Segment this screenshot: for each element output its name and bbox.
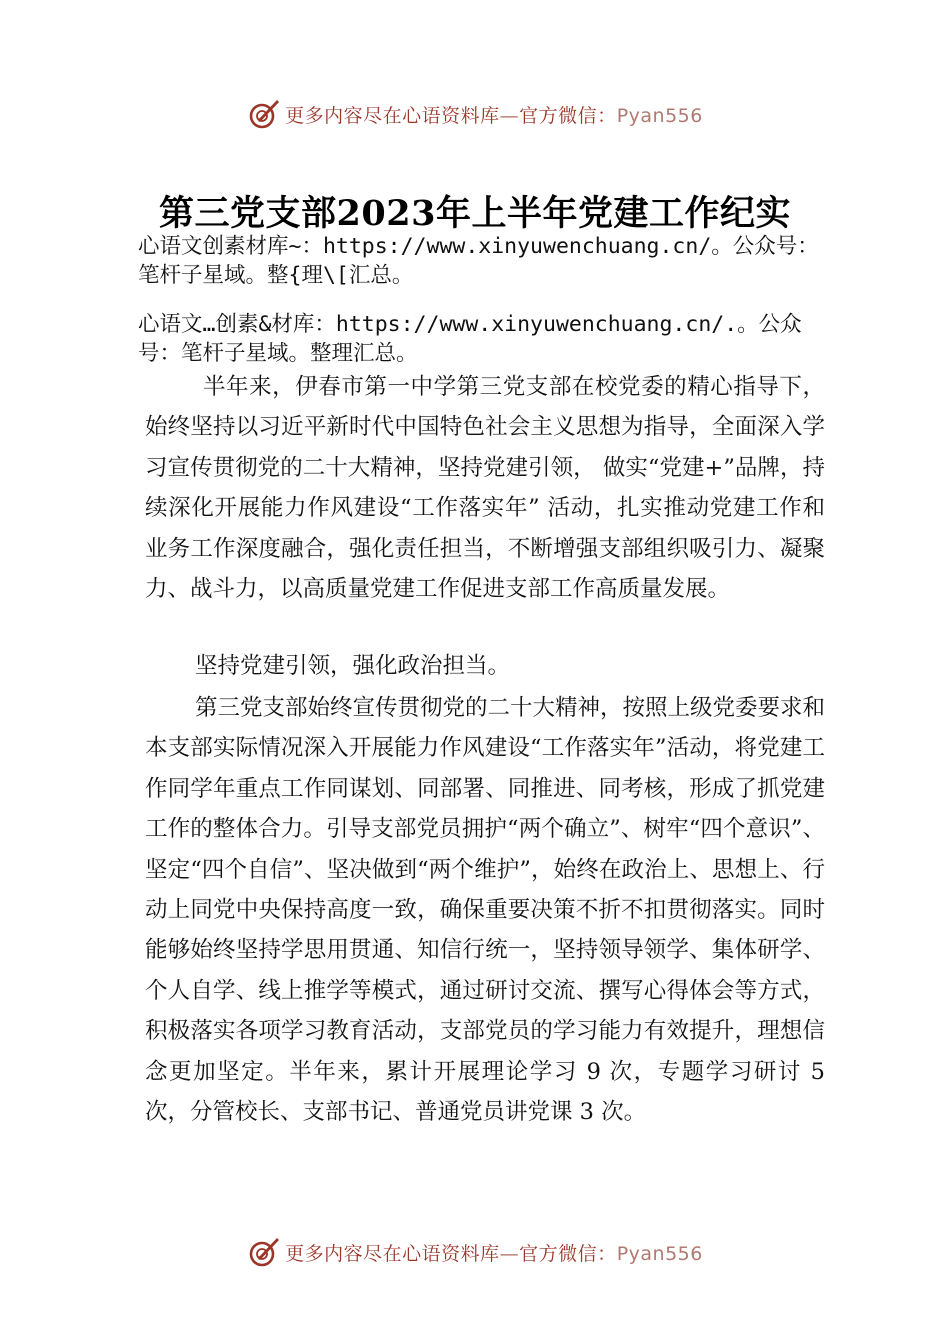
header-banner-wechat-label: 官方微信： bbox=[519, 104, 617, 127]
header-banner-separator: — bbox=[499, 104, 520, 127]
source-line-2: 心语文…创素&材库：https://www.xinyuwenchuang.cn/.。公众号：笔杆子星域。整理汇总。 bbox=[138, 312, 802, 366]
quill-pen-seal-icon bbox=[247, 1235, 281, 1269]
header-banner-slogan: 更多内容尽在心语资料库 bbox=[285, 104, 500, 127]
source-line-1: 心语文创素材库~：https://www.xinyuwenchuang.cn/。公众号：笔杆子星域。整{理\[汇总。 bbox=[138, 234, 819, 288]
footer-banner bbox=[0, 1230, 950, 1274]
paragraph-heading: 坚持党建引领，强化政治担当。 bbox=[195, 653, 511, 679]
header-banner-text bbox=[285, 101, 703, 128]
footer-banner-text bbox=[285, 1239, 703, 1266]
header-banner-wechat-id: Pyan556 bbox=[616, 104, 703, 127]
footer-banner-slogan: 更多内容尽在心语资料库 bbox=[285, 1242, 500, 1265]
paragraph-intro: 半年来，伊春市第一中学第三党支部在校党委的精心指导下，始终坚持以习近平新时代中国特色社会主义思想为指导，全面深入学习宣传贯彻党的二十大精神，坚持党建引领， 做实“党建+”品牌，持续深化开展能力作风建设“工作落实年” 活动，扎实推动党建工作和业务工作深度融合，强化责任担当，不断增强支部组织吸引力、凝聚力、战斗力，以高质量党建工作促进支部工作高质量发展。 bbox=[145, 374, 825, 603]
document-title: 第三党支部2023年上半年党建工作纪实 bbox=[159, 193, 791, 234]
paragraph-detail: 第三党支部始终宣传贯彻党的二十大精神，按照上级党委要求和本支部实际情况深入开展能力作风建设“工作落实年”活动，将党建工作同学年重点工作同谋划、同部署、同推进、同考核，形成了抓党建工作的整体合力。引导支部党员拥护“两个确立”、树牢“四个意识”、坚定“四个自信”、坚决做到“两个维护”，始终在政治上、思想上、行动上同党中央保持高度一致，确保重要决策不折不扣贯彻落实。同时能够始终坚持学思用贯通、知信行统一，坚持领导领学、集体研学、个人自学、线上推学等模式，通过研讨交流、撰写心得体会等方式，积极落实各项学习教育活动，支部党员的学习能力有效提升，理想信念更加坚定。半年来，累计开展理论学习 9 次，专题学习研讨 5 次，分管校长、支部书记、普通党员讲党课 3 次。 bbox=[145, 695, 826, 1126]
footer-banner-separator: — bbox=[499, 1242, 520, 1265]
footer-banner-wechat-id: Pyan556 bbox=[616, 1242, 703, 1265]
quill-pen-seal-icon bbox=[247, 97, 281, 131]
header-banner bbox=[0, 92, 950, 136]
footer-banner-wechat-label: 官方微信： bbox=[519, 1242, 617, 1265]
